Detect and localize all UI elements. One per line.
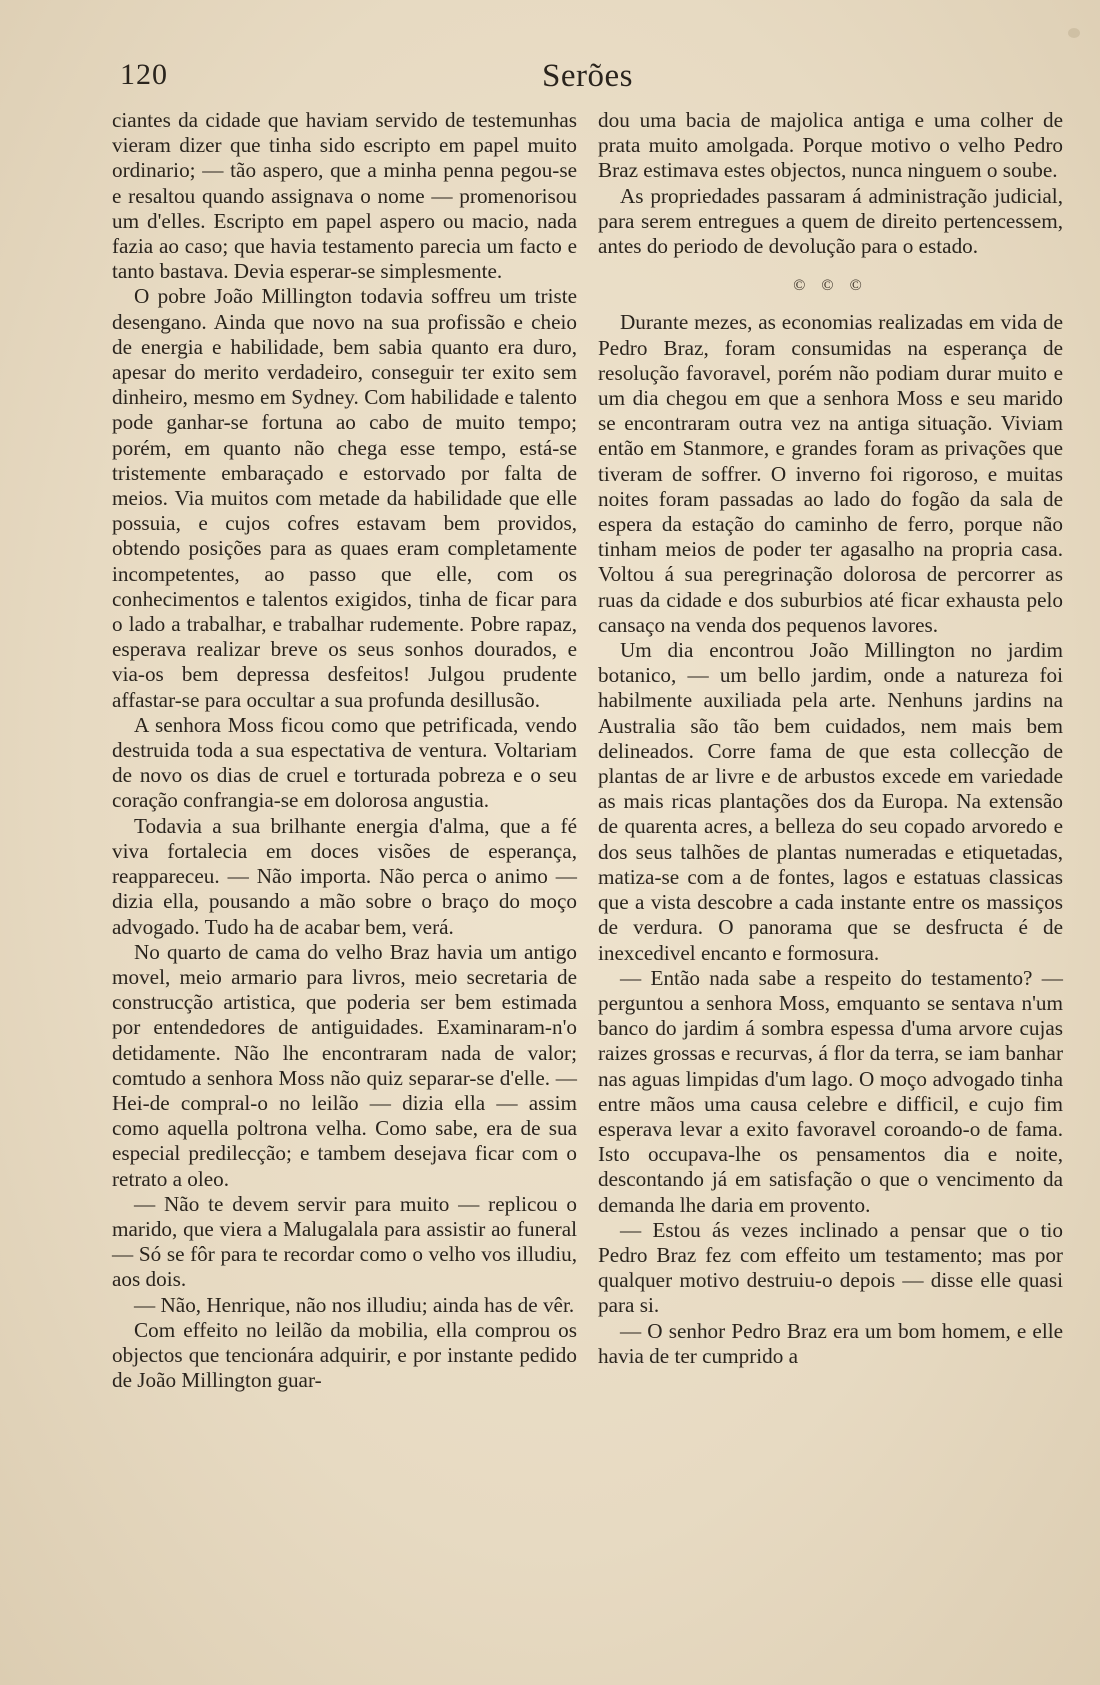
- page-header: [120, 58, 1055, 98]
- paragraph: — O senhor Pedro Braz era um bom homem, e elle havia de ter cumprido a: [598, 1318, 1063, 1368]
- page-number: 120: [120, 58, 168, 91]
- paragraph: — Não, Henrique, não nos illudiu; ainda has de vêr.: [134, 1292, 575, 1317]
- paragraph: Todavia a sua brilhante energia d'alma, que a fé viva fortalecia em doces visões de esperança, reappareceu. — Não importa. Não perca o animo — dizia ella, pousando a mão sobre o braço do moço advogado. Tudo ha de acabar bem, verá.: [112, 813, 577, 939]
- paragraph: Com effeito no leilão da mobilia, ella comprou os objectos que tencionára adquirir, e por instante pedido de João Millington guar-: [112, 1317, 577, 1393]
- paragraph: As propriedades passaram á administração judicial, para serem entregues a quem de direito pertencessem, antes do periodo de devolução para o estado.: [598, 183, 1063, 259]
- paragraph: — Não te devem servir para muito — replicou o marido, que viera a Malugalala para assistir ao funeral — Só se fôr para te recordar como o velho vos illudiu, aos dois.: [112, 1191, 577, 1292]
- paragraph: Um dia encontrou João Millington no jardim botanico, — um bello jardim, onde a natureza foi habilmente auxiliada pela arte. Nenhuns jardins na Australia são tão bem cuidados, nem mais bem delineados. Corre fama de que esta collecção de plantas de ar livre e de arbustos excede em variedade as mais ricas plantações dos da Europa. Na extensão de quarenta acres, a belleza do seu copado arvoredo e dos seus talhões de plantas numeradas e etiquetadas, matiza-se com a de fontes, lagos e estatuas classicas que a vista descobre a cada instante entre os massiços de verdura. O panorama que se desfructa é de inexcedivel encanto e formosura.: [598, 638, 1063, 965]
- left-column: [112, 108, 577, 1393]
- paragraph: — Estou ás vezes inclinado a pensar que o tio Pedro Braz fez com effeito um testamento; mas por qualquer motivo destruiu-o depois — disse elle quasi para si.: [598, 1217, 1063, 1318]
- section-ornament: © © ©: [793, 277, 868, 295]
- paragraph: dou uma bacia de majolica antiga e uma colher de prata muito amolgada. Porque motivo o velho Pedro Braz estimava estes objectos, nunca ninguem o soube.: [598, 108, 1063, 183]
- paper-stain: [1068, 28, 1080, 38]
- paragraph: No quarto de cama do velho Braz havia um antigo movel, meio armario para livros, meio secretaria de construcção artistica, que poderia ser bem estimada por entendedores de antiguidades. Examinaram-n'o detidamente. Não lhe encontraram nada de valor; comtudo a senhora Moss não quiz separar-se d'elle. — Hei-de compral-o no leilão — dizia ella — assim como aquella poltrona velha. Como sabe, era de sua especial predilecção; e tambem desejava ficar com o retrato a oleo.: [112, 939, 577, 1191]
- paragraph: A senhora Moss ficou como que petrificada, vendo destruida toda a sua espectativa de ventura. Voltariam de novo os dias de cruel e torturada pobreza e o seu coração confrangia-se em dolorosa angustia.: [112, 712, 577, 813]
- right-column: [598, 108, 1063, 1369]
- paragraph: ciantes da cidade que haviam servido de testemunhas vieram dizer que tinha sido escripto em papel muito ordinario; — tão aspero, que a minha penna pegou-se e resaltou quando assignava o nome — promenorisou um d'elles. Escripto em papel aspero ou macio, nada fazia ao caso; que havia testamento parecia um facto e tanto bastava. Devia esperar-se simplesmente.: [112, 108, 577, 284]
- paragraph: O pobre João Millington todavia soffreu um triste desengano. Ainda que novo na sua profissão e cheio de energia e habilidade, bem sabia quanto era duro, apesar do merito verdadeiro, conseguir ter exito sem dinheiro, mesmo em Sydney. Com habilidade e talento pode ganhar-se fortuna ao cabo de muito tempo; porém, em quanto não chega esse tempo, está-se tristemente embaraçado e estorvado por falta de meios. Via muitos com metade da habilidade que elle possuia, e cujos cofres estavam bem providos, obtendo posições para as quaes eram completamente incompetentes, ao passo que elle, com os conhecimentos e talentos exigidos, tinha de ficar para o lado a trabalhar, e trabalhar rudemente. Pobre rapaz, esperava realizar breve os seus sonhos dourados, e via-os bem depressa desfeitos! Julgou prudente affastar-se para occultar a sua profunda desillusão.: [112, 284, 577, 712]
- paragraph: — Então nada sabe a respeito do testamento? — perguntou a senhora Moss, emquanto se sentava n'um banco do jardim á sombra espessa d'uma arvore cujas raizes grossas e recurvas, á flor da terra, se iam banhar nas aguas limpidas d'um lago. O moço advogado tinha entre mãos uma causa celebre e difficil, e cujo fim esperava levar a exito favoravel coroando-o de fama. Isto occupava-lhe os pensamentos dia e noite, descontando já em satisfação o que o vencimento da demanda lhe daria em provento.: [598, 965, 1063, 1217]
- paragraph: Durante mezes, as economias realizadas em vida de Pedro Braz, foram consumidas na esperança de resolução favoravel, porém não podiam durar muito e um dia chegou em que a senhora Moss e seu marido se encontraram outra vez na antiga situação. Viviam então em Stanmore, e grandes foram as privações que tiveram de soffrer. O inverno foi rigoroso, e muitas noites foram passadas ao lado do fogão da sala de espera da estação do caminho de ferro, porque não tinham meios de poder ter agasalho na propria casa. Voltou á sua peregrinação dolorosa de percorrer as ruas da cidade e dos suburbios até ficar exhausta pelo cansaço na venda dos pequenos lavores.: [598, 310, 1063, 637]
- running-title: Serões: [542, 58, 633, 94]
